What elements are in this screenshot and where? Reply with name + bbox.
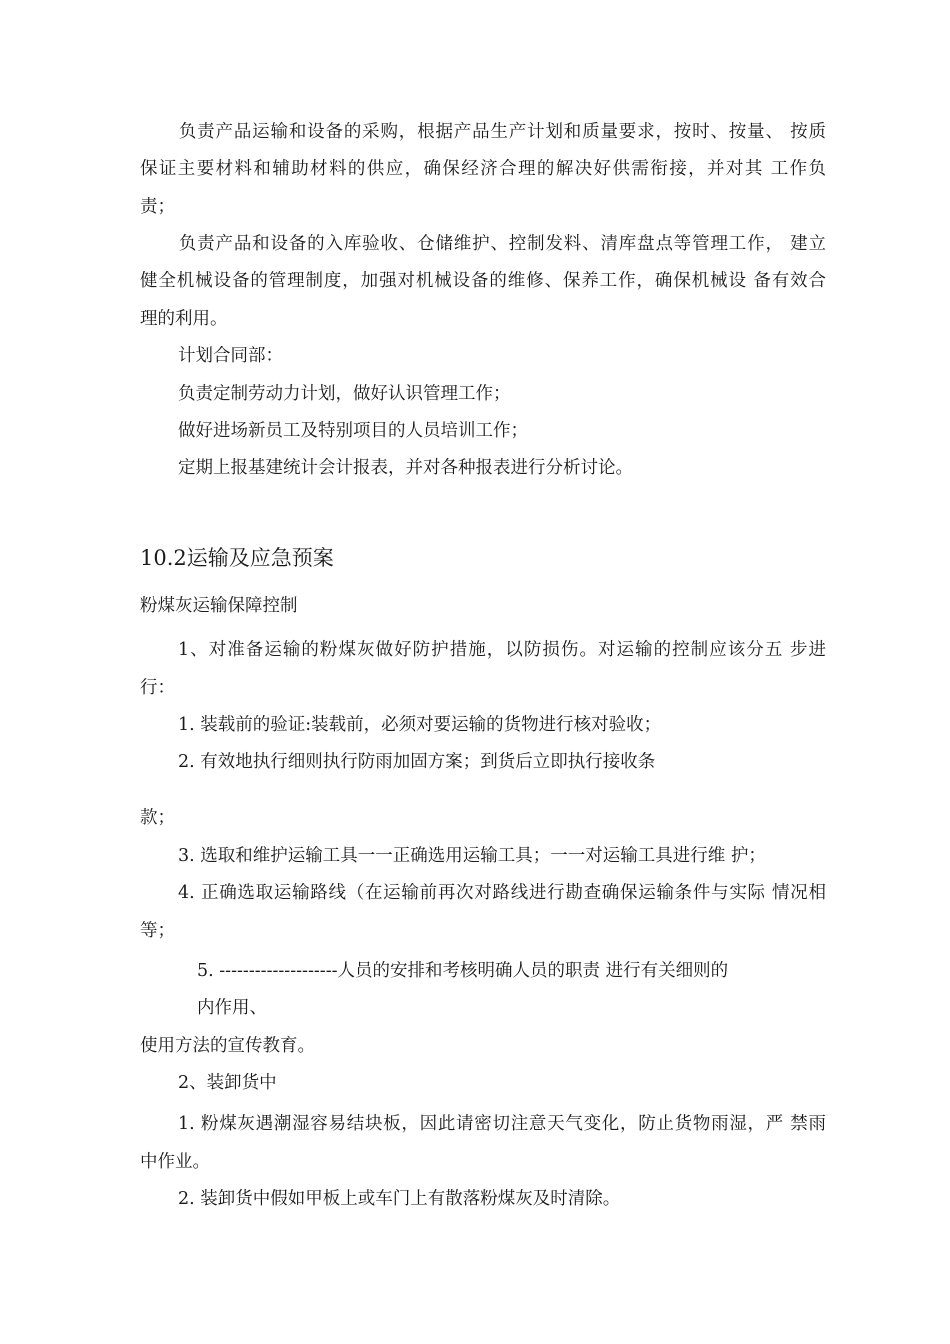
list-item: 3. 选取和维护运输工具一一正确选用运输工具；一一对运输工具进行维 护； [178,846,766,866]
section-subheading: 粉煤灰运输保障控制 [140,596,298,616]
list-item: 中作业。 [140,1152,210,1172]
paragraph-line: 负责产品和设备的入库验收、仓储维护、控制发料、清库盘点等管理工作， 建立 [178,234,826,254]
list-item: 2、装卸货中 [178,1073,277,1093]
list-item: 款； [140,808,175,828]
paragraph-line: 定期上报基建统计会计报表，并对各种报表进行分析讨论。 [178,458,633,478]
paragraph-line: 理的利用。 [140,309,228,329]
paragraph-line: 负责产品运输和设备的采购，根据产品生产计划和质量要求，按时、按量、 按质 [178,122,826,142]
list-item: 1. 装载前的验证:装载前，必须对要运输的货物进行核对验收； [178,715,662,735]
paragraph-line: 责； [140,197,175,217]
list-item: 1、对准备运输的粉煤灰做好防护措施，以防损伤。对运输的控制应该分五 步进 [178,640,826,660]
list-item: 4. 正确选取运输路线（在运输前再次对路线进行勘查确保运输条件与实际 情况相 [178,883,826,903]
list-item: 5. --------------------人员的安排和考核明确人员的职责 进行有关细则的 [197,961,729,981]
list-item: 使用方法的宣传教育。 [140,1036,315,1056]
list-item: 等； [140,921,175,941]
section-heading: 10.2运输及应急预案 [140,546,334,570]
paragraph-line: 负责定制劳动力计划，做好认识管理工作； [178,384,511,404]
list-item: 内作用、 [197,998,267,1018]
list-item: 2. 装卸货中假如甲板上或车门上有散落粉煤灰及时清除。 [178,1189,621,1209]
list-item: 行： [140,678,175,698]
paragraph-line: 做好进场新员工及特别项目的人员培训工作； [178,421,528,441]
list-item: 1. 粉煤灰遇潮湿容易结块板，因此请密切注意天气变化，防止货物雨湿，严 禁雨 [178,1114,826,1134]
paragraph-line: 保证主要材料和辅助材料的供应，确保经济合理的解决好供需衔接，并对其 工作负 [140,159,826,179]
list-item: 2. 有效地执行细则执行防雨加固方案；到货后立即执行接收条 [178,752,656,772]
paragraph-line: 计划合同部： [178,346,283,366]
paragraph-line: 健全机械设备的管理制度，加强对机械设备的维修、保养工作，确保机械设 备有效合 [140,271,826,291]
